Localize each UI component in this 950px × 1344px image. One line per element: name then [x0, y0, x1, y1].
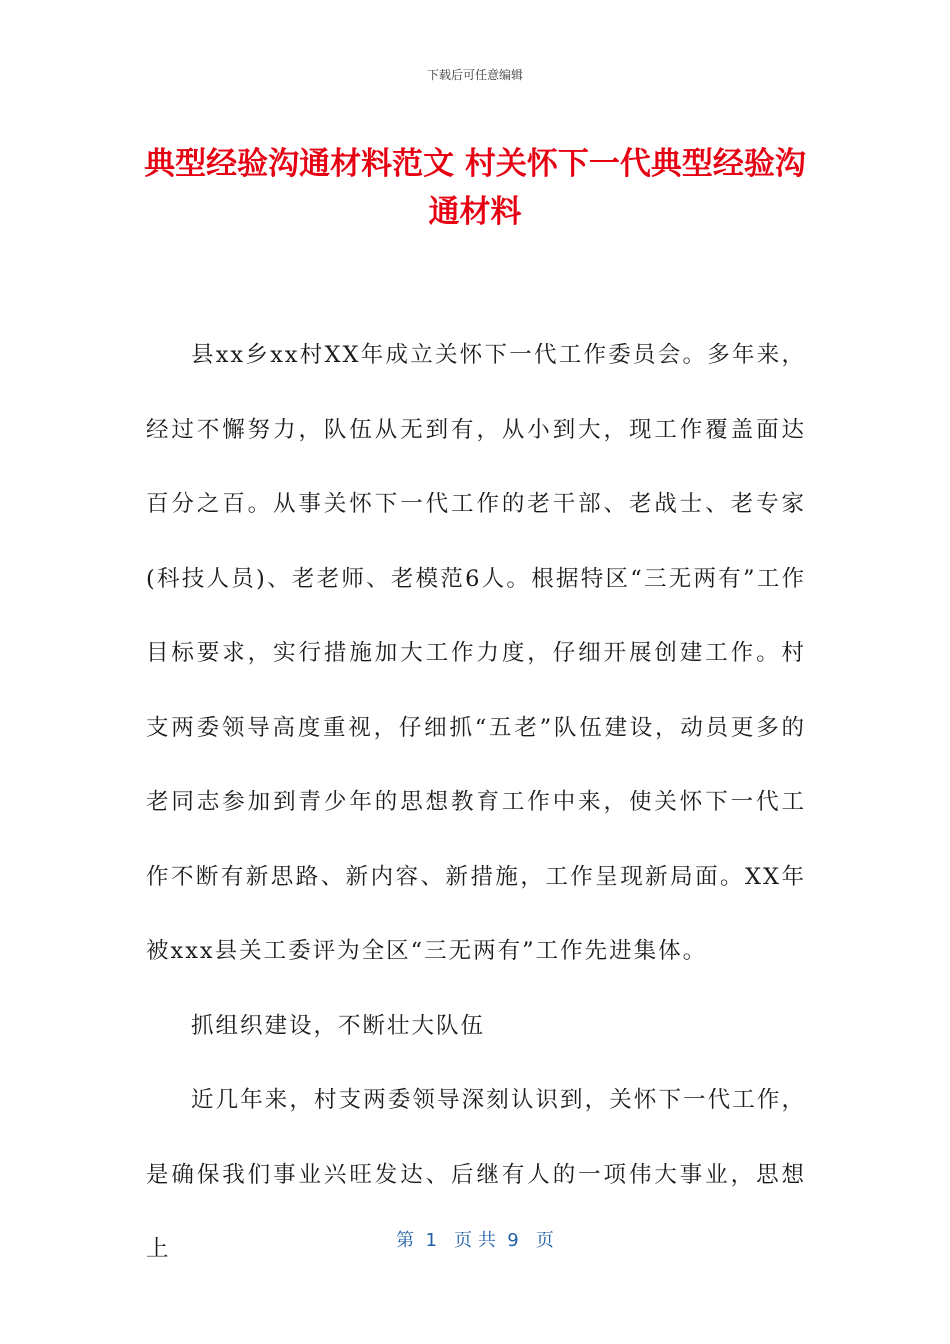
document-title: 典型经验沟通材料范文 村关怀下一代典型经验沟通材料 [144, 146, 806, 230]
paragraph-section-heading: 抓组织建设，不断壮大队伍 [191, 1012, 486, 1039]
paragraph-intro: 县xx乡xx村XX年成立关怀下一代工作委员会。多年来，经过不懈努力，队伍从无到有，从小到大，现工作覆盖面达百分之百。从事关怀下一代工作的老干部、老战士、老专家(科技人员)、老老师、老模范6人。根据特区“三无两有”工作目标要求，实行措施加大工作力度，仔细开展创建工作。村支两委领导高度重视，仔细抓“五老”队伍建设，动员更多的老同志参加到青少年的思想教育工作中来，使关怀下一代工作不断有新思路、新内容、新措施，工作呈现新局面。XX年被xxx县关工委评为全区“三无两有”工作先进集体。 [146, 342, 806, 964]
document-body [146, 318, 806, 1287]
page-number-footer: 第 1 页 共 9 页 [396, 1230, 554, 1251]
paragraph-continuation: 近几年来，村支两委领导深刻认识到，关怀下一代工作，是确保我们事业兴旺发达、后继有人的一项伟大事业，思想上 [146, 1087, 806, 1262]
page-header-note: 下载后可任意编辑 [426, 68, 523, 82]
